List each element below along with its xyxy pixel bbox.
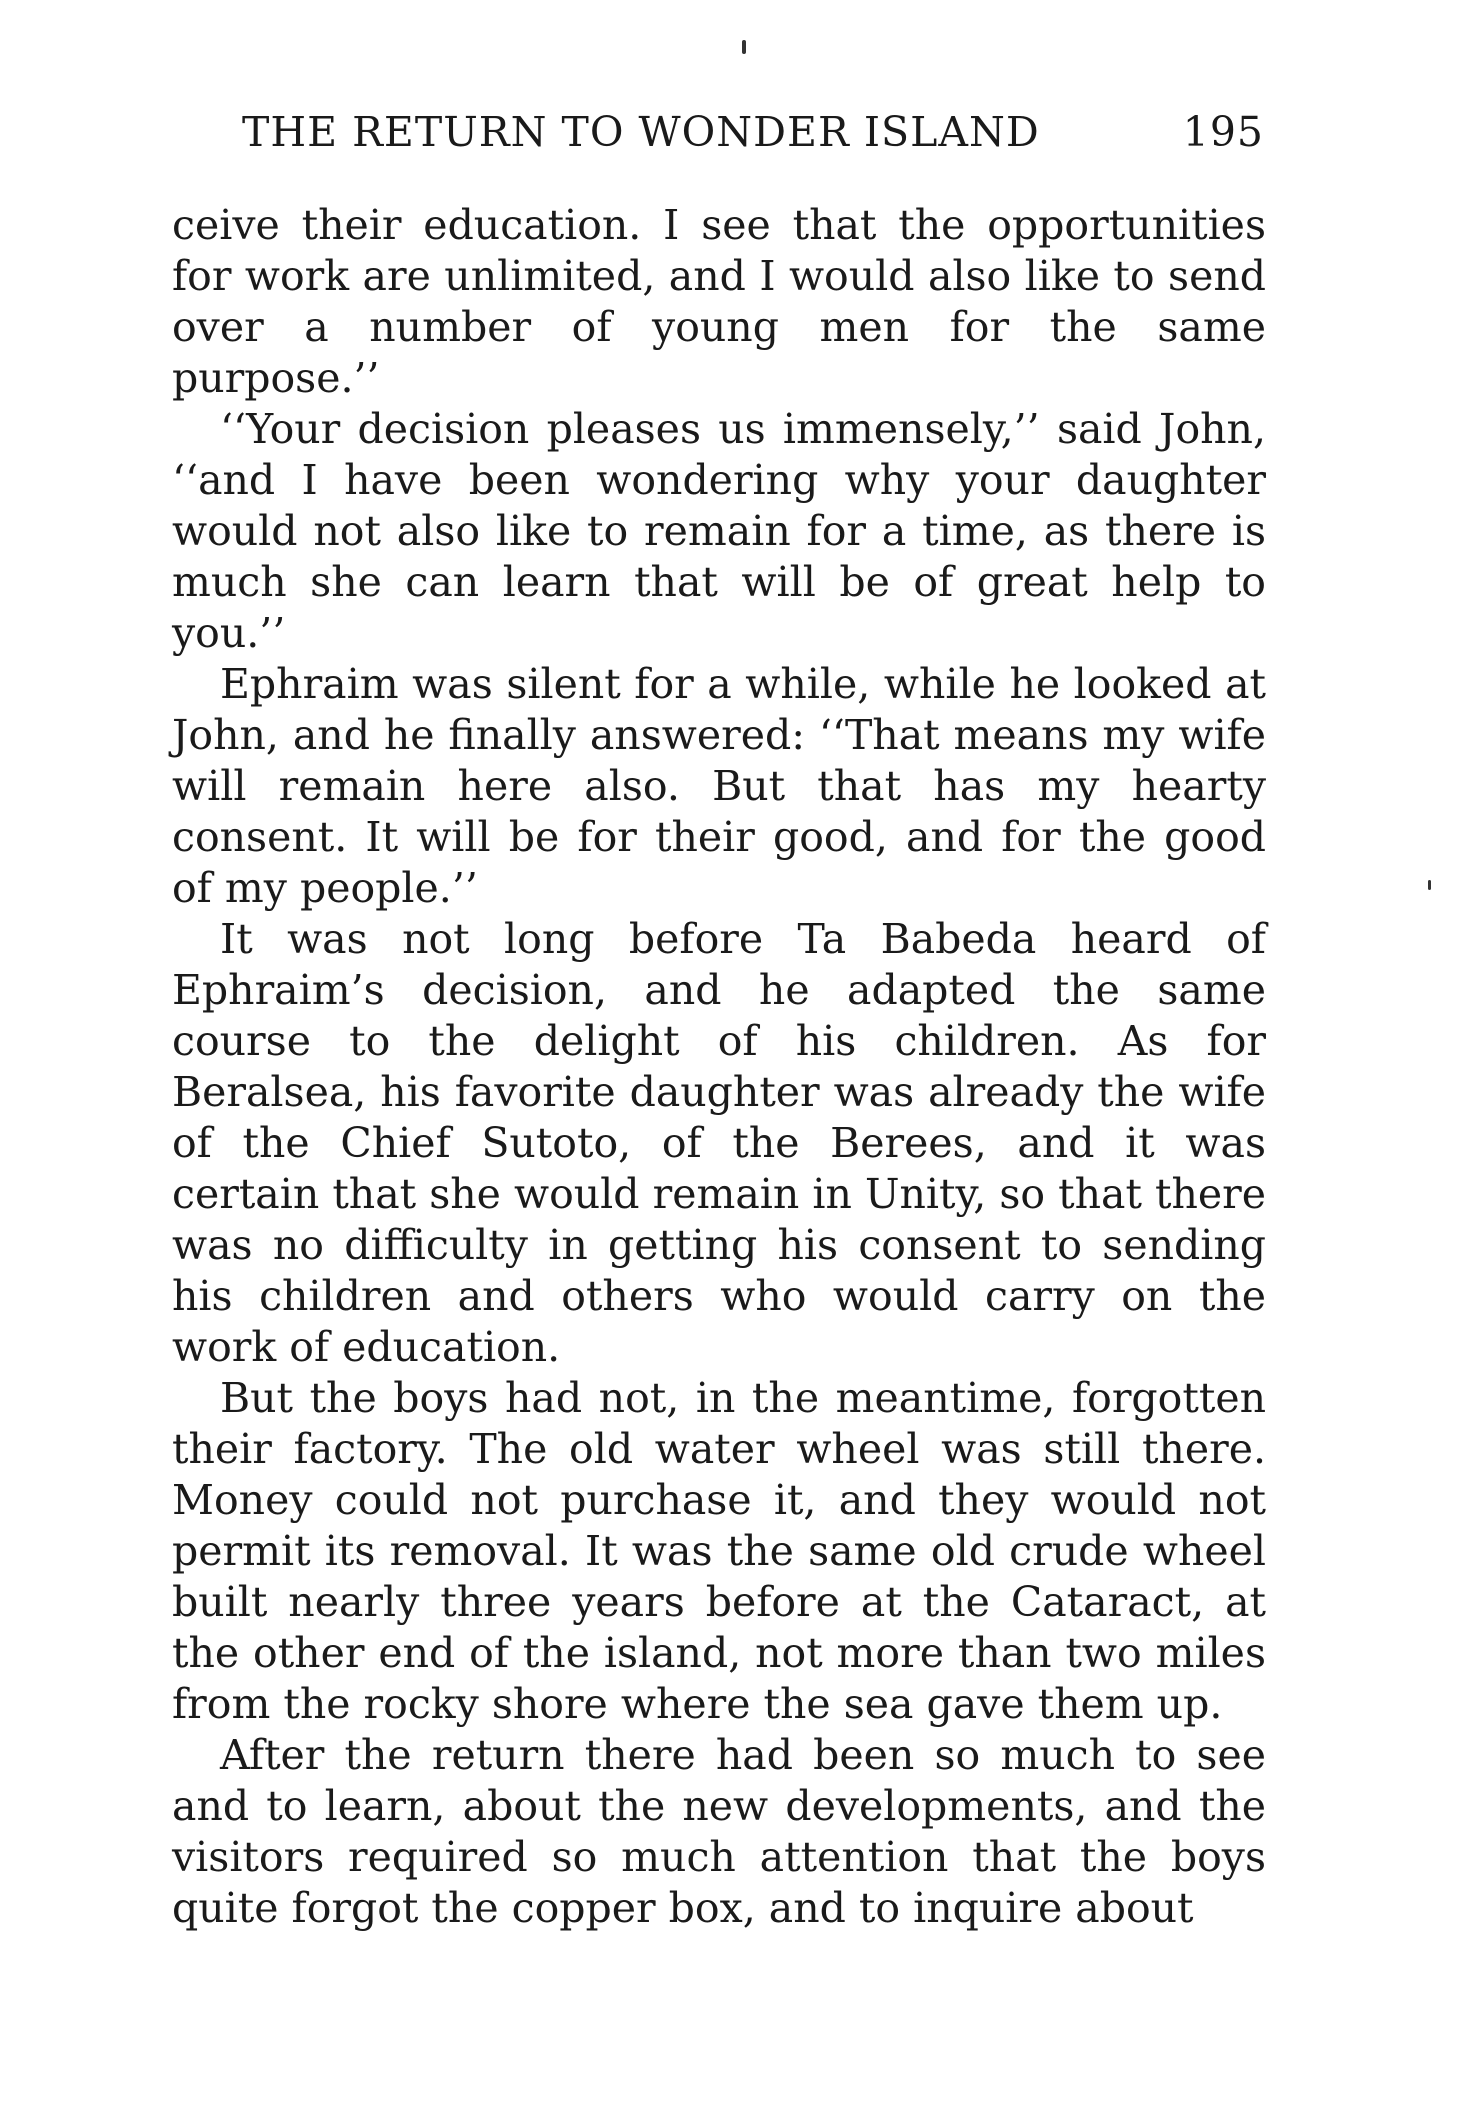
paragraph: ‘‘Your decision pleases us immensely,’’ said John, ‘‘and I have been wondering why your daughter would not also like to remain for a time, as there is much she can learn that will be of great help to you.’’ <box>172 405 1266 657</box>
body-text <box>172 200 1266 1934</box>
paragraph: It was not long before Ta Babeda heard of Ephraim’s decision, and he adapted the same course to the delight of his children. As for Beralsea, his favorite daughter was already the wife of the Chief Sutoto, of the Berees, and it was certain that she would remain in Unity, so that there was no difficulty in getting his consent to sending his children and others who would carry on the work of education. <box>172 915 1266 1371</box>
page-number: 195 <box>1182 108 1264 156</box>
paragraph: But the boys had not, in the meantime, forgotten their factory. The old water wheel was still there. Money could not purchase it, and they would not permit its removal. It was the same old crude wheel built nearly three years before at the Cataract, at the other end of the island, not more than two miles from the rocky shore where the sea gave them up. <box>172 1374 1266 1728</box>
running-title: THE RETURN TO WONDER ISLAND <box>242 108 1040 156</box>
paragraph: ceive their education. I see that the opportunities for work are unlimited, and I would also like to send over a number of young men for the same purpose.’’ <box>172 201 1266 402</box>
print-speck <box>742 40 746 54</box>
paragraph: After the return there had been so much to see and to learn, about the new developments, and the visitors required so much attention that the boys quite forgot the copper box, and to inquire about <box>172 1731 1266 1932</box>
running-header <box>242 104 1264 160</box>
paragraph: Ephraim was silent for a while, while he looked at John, and he finally answered: ‘‘That means my wife will remain here also. But that has my hearty consent. It will be for their good, and for the good of my people.’’ <box>172 660 1266 912</box>
print-speck <box>1428 880 1431 890</box>
